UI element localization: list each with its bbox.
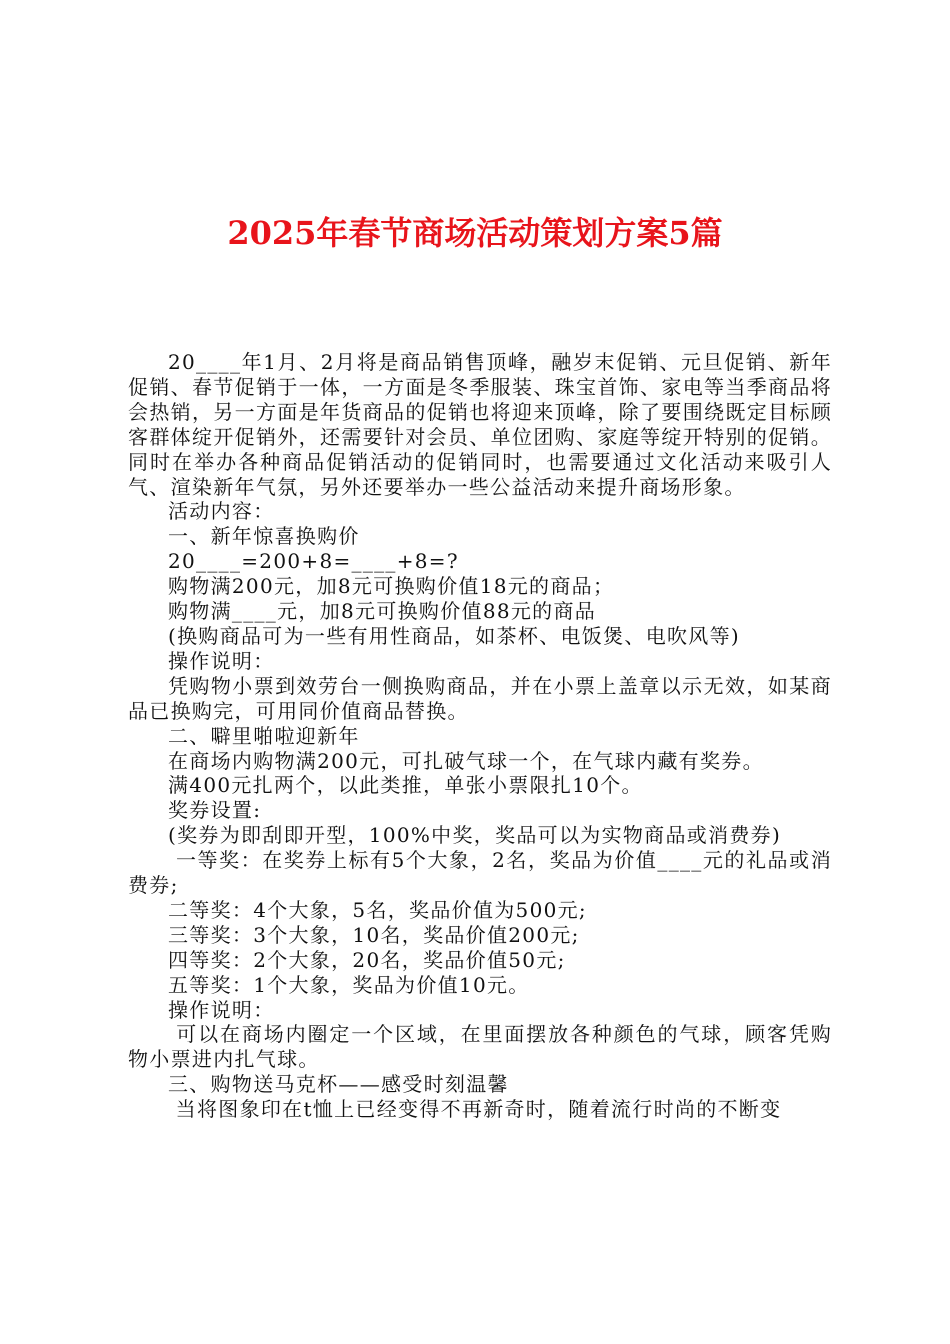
section-heading-2: 二、噼里啪啦迎新年	[168, 723, 360, 748]
paragraph-prize-4: 四等奖：2个大象，20名，奖品价值50元;	[168, 947, 566, 972]
paragraph-balloon-rule: 在商场内购物满200元，可扎破气球一个，在气球内藏有奖券。	[168, 748, 764, 773]
paragraph-exchange-200: 购物满200元，加8元可换购价值18元的商品；	[168, 574, 615, 599]
paragraph-prize-5: 五等奖：1个大象，奖品为价值10元。	[168, 972, 530, 997]
paragraph-activity-heading: 活动内容：	[168, 499, 275, 524]
paragraph-prize-2: 二等奖：4个大象，5名，奖品价值为500元;	[168, 897, 587, 922]
paragraph-operation-heading-2: 操作说明：	[168, 997, 275, 1022]
paragraph-operation-2: 可以在商场内圈定一个区域，在里面摆放各种颜色的气球，顾客凭购物小票进内扎气球。	[128, 1022, 832, 1072]
section-heading-3: 三、购物送马克杯——感受时刻温馨	[168, 1072, 509, 1097]
section-heading-1: 一、新年惊喜换购价	[168, 524, 360, 549]
document-title: 2025年春节商场活动策划方案5篇	[227, 214, 723, 252]
paragraph-intro: 20____年1月、2月将是商品销售顶峰，融岁末促销、元旦促销、新年促销、春节促销于一体，一方面是冬季服装、珠宝首饰、家电等当季商品将会热销，另一方面是年货商品的促销也将迎来顶峰，除了要围绕既定目标顾客群体绽开促销外，还需要针对会员、单位团购、家庭等绽开特别的促销。同时在举办各种商品促销活动的促销同时，也需要通过文化活动来吸引人气、渲染新年气氛，另外还要举办一些公益活动来提升商场形象。	[128, 350, 832, 499]
document-body	[128, 350, 832, 1122]
paragraph-mug-intro: 当将图象印在t恤上已经变得不再新奇时，随着流行时尚的不断变	[168, 1097, 782, 1122]
paragraph-balloon-limit: 满400元扎两个，以此类推，单张小票限扎10个。	[168, 773, 643, 798]
paragraph-exchange-blank: 购物满____元，加8元可换购价值88元的商品	[168, 599, 597, 624]
paragraph-prize-heading: 奖券设置:	[168, 798, 262, 823]
paragraph-formula: 20____=200+8=____+8=?	[168, 549, 459, 574]
paragraph-prize-note: (奖券为即刮即开型，100%中奖，奖品可以为实物商品或消费券)	[168, 823, 782, 848]
paragraph-exchange-note: (换购商品可为一些有用性商品，如茶杯、电饭煲、电吹风等)	[168, 623, 741, 648]
paragraph-operation-heading-1: 操作说明：	[168, 648, 275, 673]
paragraph-prize-3: 三等奖：3个大象，10名，奖品价值200元;	[168, 922, 580, 947]
paragraph-prize-1: 一等奖：在奖券上标有5个大象，2名，奖品为价值____元的礼品或消费券;	[128, 848, 832, 898]
paragraph-operation-1: 凭购物小票到效劳台一侧换购商品，并在小票上盖章以示无效，如某商品已换购完，可用同价值商品替换。	[128, 673, 832, 723]
